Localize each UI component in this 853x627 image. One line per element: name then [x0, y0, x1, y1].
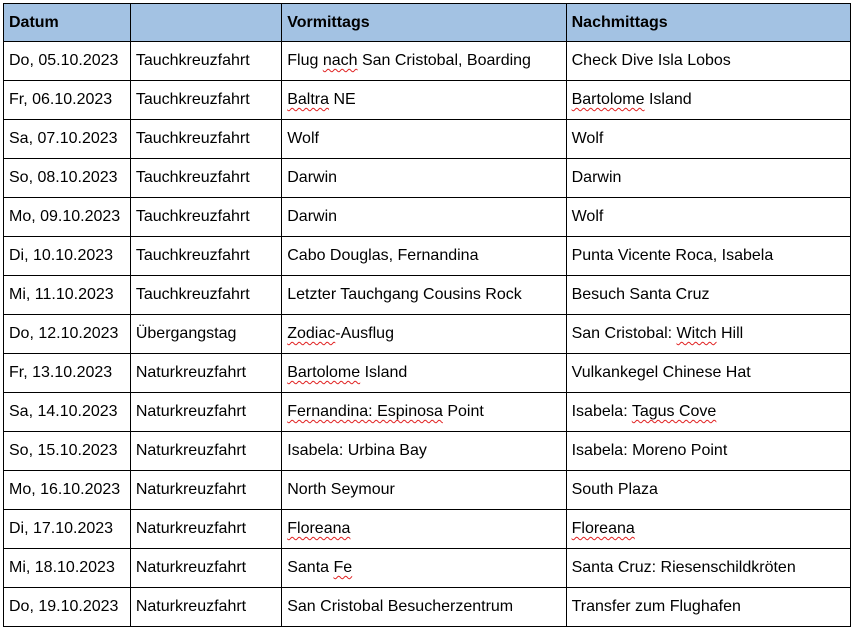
- cell-vormittags: [282, 198, 566, 237]
- text-segment: Santa: [287, 559, 334, 576]
- cell-nachmittags: [566, 159, 850, 198]
- cell-date: Di, 10.10.2023: [4, 237, 131, 276]
- cell-cruise-type: Naturkreuzfahrt: [130, 588, 281, 627]
- text-segment: Point: [442, 403, 484, 420]
- cell-nachmittags: [566, 549, 850, 588]
- table-row: [4, 237, 851, 276]
- table-header: [4, 4, 851, 42]
- cell-nachmittags: [566, 393, 850, 432]
- spellcheck-word: Floreana: [287, 520, 351, 537]
- text-segment: -Ausflug: [335, 325, 394, 342]
- table-body: [4, 42, 851, 627]
- text-segment: Santa Cruz: Riesenschildkröten: [571, 559, 796, 576]
- table-row: [4, 510, 851, 549]
- cell-date: Mo, 09.10.2023: [4, 198, 131, 237]
- text-segment: Island: [360, 364, 408, 381]
- cell-nachmittags: [566, 588, 850, 627]
- table-row: [4, 549, 851, 588]
- cell-vormittags: [282, 159, 566, 198]
- spellcheck-word: Fernandina: Espinosa: [287, 403, 443, 420]
- table-row: [4, 159, 851, 198]
- text-segment: San Cristobal:: [571, 325, 677, 342]
- text-segment: Flug: [287, 52, 323, 69]
- cell-date: Mo, 16.10.2023: [4, 471, 131, 510]
- header-datum: Datum: [4, 4, 131, 42]
- text-segment: San Cristobal, Boarding: [357, 52, 531, 69]
- table-row: [4, 276, 851, 315]
- cell-vormittags: [282, 315, 566, 354]
- spellcheck-word: Floreana: [571, 520, 635, 537]
- spellcheck-word: nach: [322, 52, 358, 69]
- cell-cruise-type: Tauchkreuzfahrt: [130, 276, 281, 315]
- table-row: [4, 315, 851, 354]
- text-segment: Darwin: [287, 208, 338, 225]
- table-row: [4, 432, 851, 471]
- table-row: [4, 588, 851, 627]
- table-row: [4, 42, 851, 81]
- cell-vormittags: [282, 510, 566, 549]
- cell-cruise-type: Tauchkreuzfahrt: [130, 198, 281, 237]
- text-segment: Wolf: [287, 130, 319, 147]
- cell-date: Do, 05.10.2023: [4, 42, 131, 81]
- cell-cruise-type: Tauchkreuzfahrt: [130, 81, 281, 120]
- text-segment: Besuch Santa Cruz: [571, 286, 710, 303]
- cell-vormittags: [282, 354, 566, 393]
- text-segment: Wolf: [571, 130, 604, 147]
- text-segment: Island: [644, 91, 692, 108]
- text-segment: North Seymour: [287, 481, 395, 498]
- text-segment: NE: [329, 91, 356, 108]
- cell-vormittags: [282, 276, 566, 315]
- text-segment: Check Dive Isla Lobos: [571, 52, 731, 69]
- cell-date: Mi, 11.10.2023: [4, 276, 131, 315]
- itinerary-table: [3, 3, 851, 627]
- cell-date: Do, 12.10.2023: [4, 315, 131, 354]
- cell-cruise-type: Naturkreuzfahrt: [130, 393, 281, 432]
- text-segment: Isabela: Moreno Point: [571, 442, 728, 459]
- cell-vormittags: [282, 120, 566, 159]
- cell-vormittags: [282, 42, 566, 81]
- cell-cruise-type: Tauchkreuzfahrt: [130, 159, 281, 198]
- cell-vormittags: [282, 549, 566, 588]
- cell-cruise-type: Naturkreuzfahrt: [130, 471, 281, 510]
- cell-vormittags: [282, 237, 566, 276]
- spellcheck-word: Witch: [676, 325, 717, 342]
- cell-nachmittags: [566, 315, 850, 354]
- text-segment: San Cristobal Besucherzentrum: [287, 598, 514, 615]
- cell-cruise-type: Naturkreuzfahrt: [130, 510, 281, 549]
- cell-date: Do, 19.10.2023: [4, 588, 131, 627]
- table-row: [4, 354, 851, 393]
- cell-date: Sa, 14.10.2023: [4, 393, 131, 432]
- cell-cruise-type: Naturkreuzfahrt: [130, 354, 281, 393]
- spellcheck-word: Fe: [333, 559, 353, 576]
- cell-nachmittags: [566, 510, 850, 549]
- spellcheck-word: Tagus Cove: [631, 403, 717, 420]
- cell-date: Fr, 06.10.2023: [4, 81, 131, 120]
- cell-date: Di, 17.10.2023: [4, 510, 131, 549]
- cell-cruise-type: Tauchkreuzfahrt: [130, 42, 281, 81]
- table-row: [4, 393, 851, 432]
- text-segment: Isabela: Urbina Bay: [287, 442, 427, 459]
- cell-date: So, 15.10.2023: [4, 432, 131, 471]
- table-row: [4, 198, 851, 237]
- cell-vormittags: [282, 471, 566, 510]
- header-nachmittags: Nachmittags: [566, 4, 850, 42]
- header-vormittags: Vormittags: [282, 4, 566, 42]
- spellcheck-word: Baltra: [287, 91, 330, 108]
- cell-nachmittags: [566, 237, 850, 276]
- cell-vormittags: [282, 393, 566, 432]
- text-segment: Letzter Tauchgang Cousins Rock: [287, 286, 522, 303]
- text-segment: Isabela:: [571, 403, 632, 420]
- text-segment: Punta Vicente Roca, Isabela: [571, 247, 774, 264]
- cell-cruise-type: Naturkreuzfahrt: [130, 549, 281, 588]
- cell-date: Sa, 07.10.2023: [4, 120, 131, 159]
- cell-nachmittags: [566, 120, 850, 159]
- text-segment: Darwin: [287, 169, 338, 186]
- spellcheck-word: Bartolome: [571, 91, 645, 108]
- cell-cruise-type: Naturkreuzfahrt: [130, 432, 281, 471]
- spellcheck-word: Zodiac: [287, 325, 336, 342]
- cell-vormittags: [282, 81, 566, 120]
- table-row: [4, 120, 851, 159]
- cell-nachmittags: [566, 471, 850, 510]
- text-segment: Hill: [716, 325, 744, 342]
- cell-nachmittags: [566, 276, 850, 315]
- cell-cruise-type: Übergangstag: [130, 315, 281, 354]
- cell-nachmittags: [566, 42, 850, 81]
- cell-cruise-type: Tauchkreuzfahrt: [130, 237, 281, 276]
- table-row: [4, 81, 851, 120]
- header-type: [130, 4, 281, 42]
- text-segment: Darwin: [571, 169, 622, 186]
- cell-vormittags: [282, 432, 566, 471]
- text-segment: South Plaza: [571, 481, 658, 498]
- text-segment: Cabo Douglas, Fernandina: [287, 247, 479, 264]
- cell-vormittags: [282, 588, 566, 627]
- text-segment: Transfer zum Flughafen: [571, 598, 741, 615]
- cell-date: So, 08.10.2023: [4, 159, 131, 198]
- cell-cruise-type: Tauchkreuzfahrt: [130, 120, 281, 159]
- cell-date: Fr, 13.10.2023: [4, 354, 131, 393]
- cell-nachmittags: [566, 354, 850, 393]
- table-row: [4, 471, 851, 510]
- header-row: [4, 4, 851, 42]
- cell-date: Mi, 18.10.2023: [4, 549, 131, 588]
- cell-nachmittags: [566, 432, 850, 471]
- cell-nachmittags: [566, 81, 850, 120]
- cell-nachmittags: [566, 198, 850, 237]
- spellcheck-word: Bartolome: [287, 364, 361, 381]
- text-segment: Wolf: [571, 208, 604, 225]
- text-segment: Vulkankegel Chinese Hat: [571, 364, 751, 381]
